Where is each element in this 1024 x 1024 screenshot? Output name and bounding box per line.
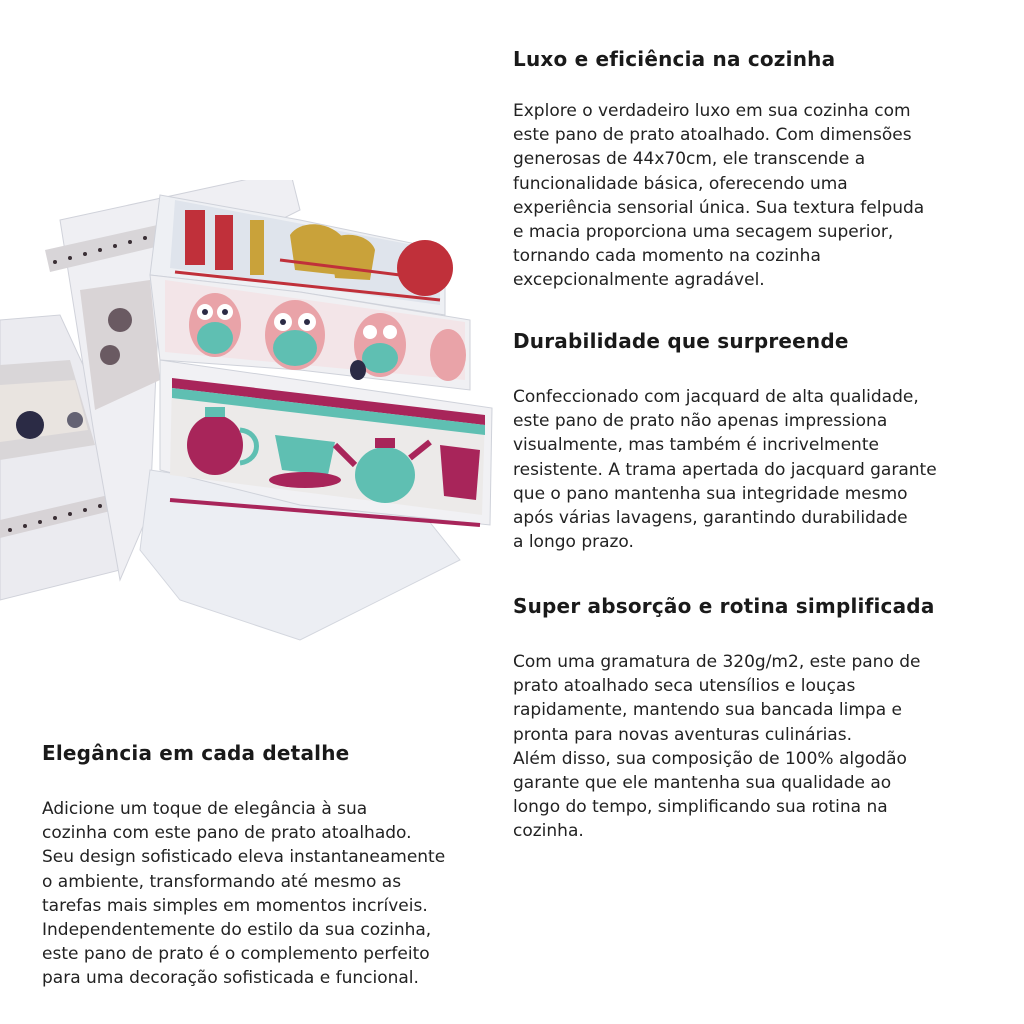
section-heading: Durabilidade que surpreende bbox=[513, 329, 849, 353]
section-durabilidade bbox=[513, 329, 1013, 554]
section-body: Com uma gramatura de 320g/m2, este pano de prato atoalhado seca utensílios e louças rapidamente, mantendo sua bancada limpa e pronta para novas aventuras culinárias. Além disso, sua composição de 100% algodão garante que ele mantenha sua qualidade ao longo do tempo, simplificando sua rotina na cozinha. bbox=[513, 652, 921, 842]
section-body: Explore o verdadeiro luxo em sua cozinha com este pano de prato atoalhado. Com dimensões generosas de 44x70cm, ele transcende a funcionalidade básica, oferecendo uma experiência sensorial única. Sua textura felpuda e macia proporciona uma secagem superior, tornando cada momento na cozinha excepcionalmente agradável. bbox=[513, 101, 925, 291]
section-heading: Elegância em cada detalhe bbox=[42, 741, 350, 765]
section-elegancia bbox=[42, 741, 532, 991]
section-heading: Super absorção e rotina simplificada bbox=[513, 594, 935, 618]
section-body: Adicione um toque de elegância à sua cozinha com este pano de prato atoalhado. Seu design sofisticado eleva instantaneamente o ambiente, transformando até mesmo as tarefas mais simples em momentos incríveis. Independentemente do estilo da sua cozinha, este pano de prato é o complemento perfeito para uma decoração sofisticada e funcional. bbox=[42, 799, 446, 989]
section-luxo bbox=[513, 47, 1013, 293]
section-heading: Luxo e eficiência na cozinha bbox=[513, 47, 836, 71]
section-body: Confeccionado com jacquard de alta qualidade, este pano de prato não apenas impressiona visualmente, mas também é incrivelmente resistente. A trama apertada do jacquard garante que o pano mantenha sua integridade mesmo após várias lavagens, garantindo durabilidade a longo prazo. bbox=[513, 387, 937, 553]
product-image-towels bbox=[0, 180, 500, 650]
section-absorcao bbox=[513, 594, 1013, 844]
